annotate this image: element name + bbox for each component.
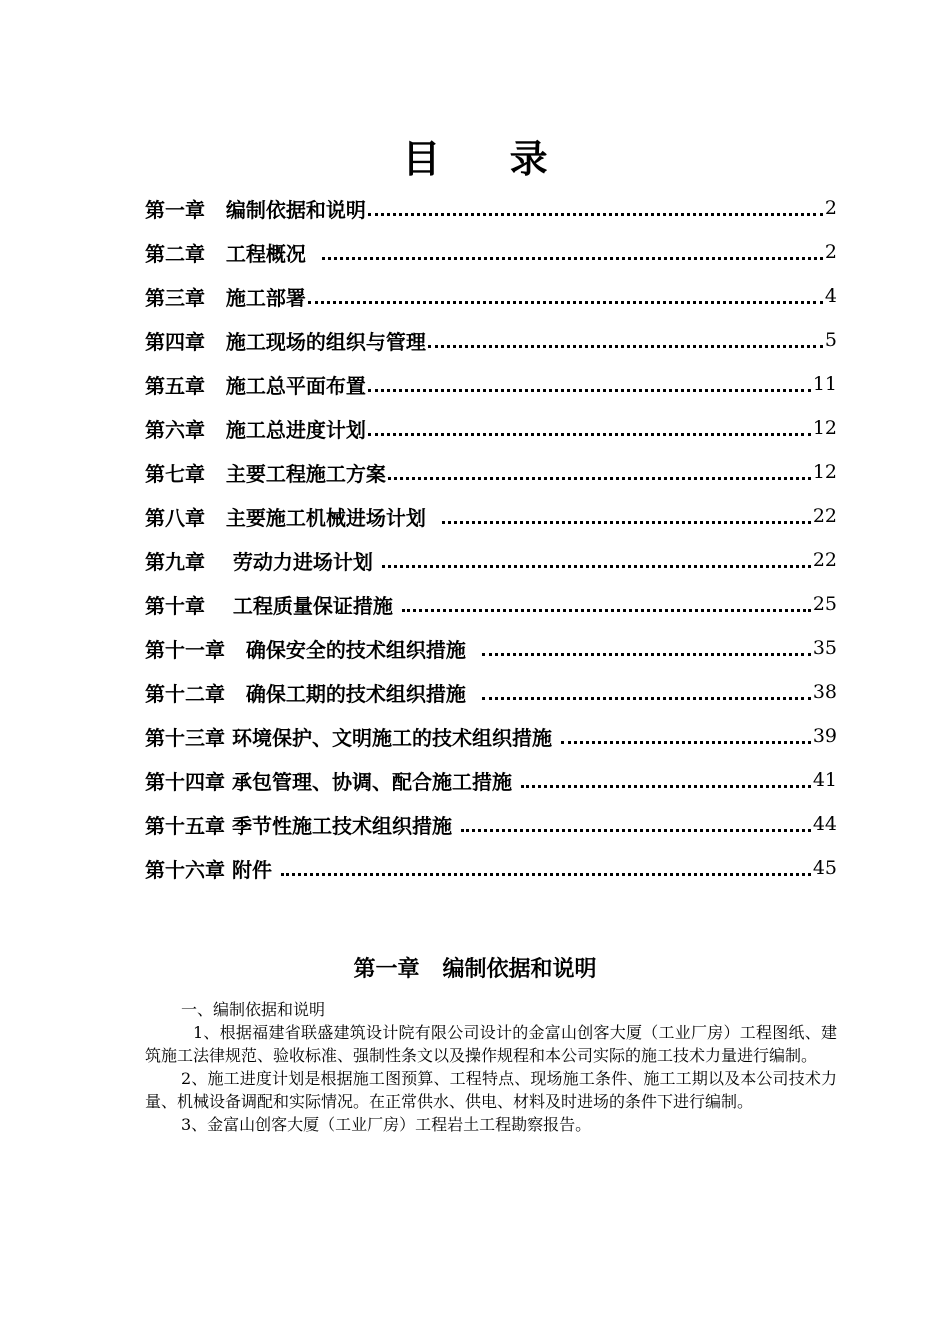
toc-leader — [308, 301, 823, 304]
toc-entry — [145, 758, 837, 802]
toc-entry — [145, 230, 837, 274]
toc-page-number: 2 — [824, 241, 837, 263]
toc-entry — [145, 450, 837, 494]
toc-leader — [461, 829, 811, 832]
toc-entry-label: 第七章 主要工程施工方案 — [145, 461, 386, 486]
toc-entry — [145, 274, 837, 318]
toc-page-number: 44 — [812, 813, 837, 835]
toc-entry — [145, 714, 837, 758]
toc-leader — [368, 389, 811, 392]
toc-entry — [145, 670, 837, 714]
body-paragraph: 1、根据福建省联盛建筑设计院有限公司设计的金富山创客大厦（工业厂房）工程图纸、建筑施工法律规范、验收标准、强制性条文以及操作规程和本公司实际的施工技术力量进行编制。 — [145, 1023, 837, 1065]
toc-leader — [561, 741, 811, 744]
toc-leader — [482, 697, 811, 700]
toc-entry-label: 第九章 劳动力进场计划 — [145, 549, 380, 574]
toc-leader — [521, 785, 811, 788]
toc-entry-label: 第十四章 承包管理、协调、配合施工措施 — [145, 769, 519, 794]
toc-leader — [322, 257, 823, 260]
toc-page-number: 41 — [812, 769, 837, 791]
toc-page-number: 22 — [812, 549, 837, 571]
toc-entry-label: 第十六章 附件 — [145, 857, 279, 882]
toc-leader — [428, 345, 823, 348]
toc-page-number: 38 — [812, 681, 837, 703]
body-paragraph: 3、金富山创客大厦（工业厂房）工程岩土工程勘察报告。 — [181, 1115, 592, 1134]
toc-title: 目 录 — [402, 137, 576, 181]
toc-entry-label: 第八章 主要施工机械进场计划 — [145, 505, 440, 530]
toc-page-number: 11 — [812, 373, 837, 395]
chapter-body — [145, 998, 837, 1136]
toc-entry — [145, 186, 837, 230]
toc-entry — [145, 362, 837, 406]
toc-leader — [382, 565, 811, 568]
toc-page-number: 2 — [824, 197, 837, 219]
toc-entry — [145, 626, 837, 670]
toc-page-number: 5 — [824, 329, 837, 351]
toc-entry-label: 第一章 编制依据和说明 — [145, 197, 366, 222]
toc-leader — [482, 653, 811, 656]
toc-page-number: 35 — [812, 637, 837, 659]
toc-entry — [145, 538, 837, 582]
toc-entry — [145, 846, 837, 890]
toc-page-number: 12 — [812, 417, 837, 439]
toc-entry-label: 第三章 施工部署 — [145, 285, 306, 310]
toc-entry-label: 第十三章 环境保护、文明施工的技术组织措施 — [145, 725, 559, 750]
toc-entry-label: 第十五章 季节性施工技术组织措施 — [145, 813, 459, 838]
toc-entry — [145, 802, 837, 846]
toc-leader — [368, 213, 823, 216]
toc-page-number: 12 — [812, 461, 837, 483]
toc-leader — [442, 521, 811, 524]
toc-leader — [402, 609, 811, 612]
toc-entry-label: 第二章 工程概况 — [145, 241, 320, 266]
toc-page-number: 45 — [812, 857, 837, 879]
toc-leader — [388, 477, 811, 480]
toc-entry-label: 第五章 施工总平面布置 — [145, 373, 366, 398]
toc-entry — [145, 406, 837, 450]
toc-page-number: 25 — [812, 593, 837, 615]
toc-page-number: 4 — [824, 285, 837, 307]
toc-entry-label: 第六章 施工总进度计划 — [145, 417, 366, 442]
chapter-heading: 第一章 编制依据和说明 — [353, 957, 597, 982]
toc-page-number: 39 — [812, 725, 837, 747]
toc-entry-label: 第四章 施工现场的组织与管理 — [145, 329, 426, 354]
section-heading: 一、编制依据和说明 — [181, 1000, 326, 1019]
toc-page-number: 22 — [812, 505, 837, 527]
toc-leader — [281, 873, 811, 876]
toc-entry — [145, 582, 837, 626]
body-paragraph: 2、施工进度计划是根据施工图预算、工程特点、现场施工条件、施工工期以及本公司技术力量、机械设备调配和实际情况。在正常供水、供电、材料及时进场的条件下进行编制。 — [145, 1069, 837, 1111]
table-of-contents — [145, 186, 837, 890]
toc-entry-label: 第十二章 确保工期的技术组织措施 — [145, 681, 480, 706]
toc-entry-label: 第十一章 确保安全的技术组织措施 — [145, 637, 480, 662]
toc-entry-label: 第十章 工程质量保证措施 — [145, 593, 400, 618]
toc-entry — [145, 494, 837, 538]
toc-leader — [368, 433, 811, 436]
toc-entry — [145, 318, 837, 362]
